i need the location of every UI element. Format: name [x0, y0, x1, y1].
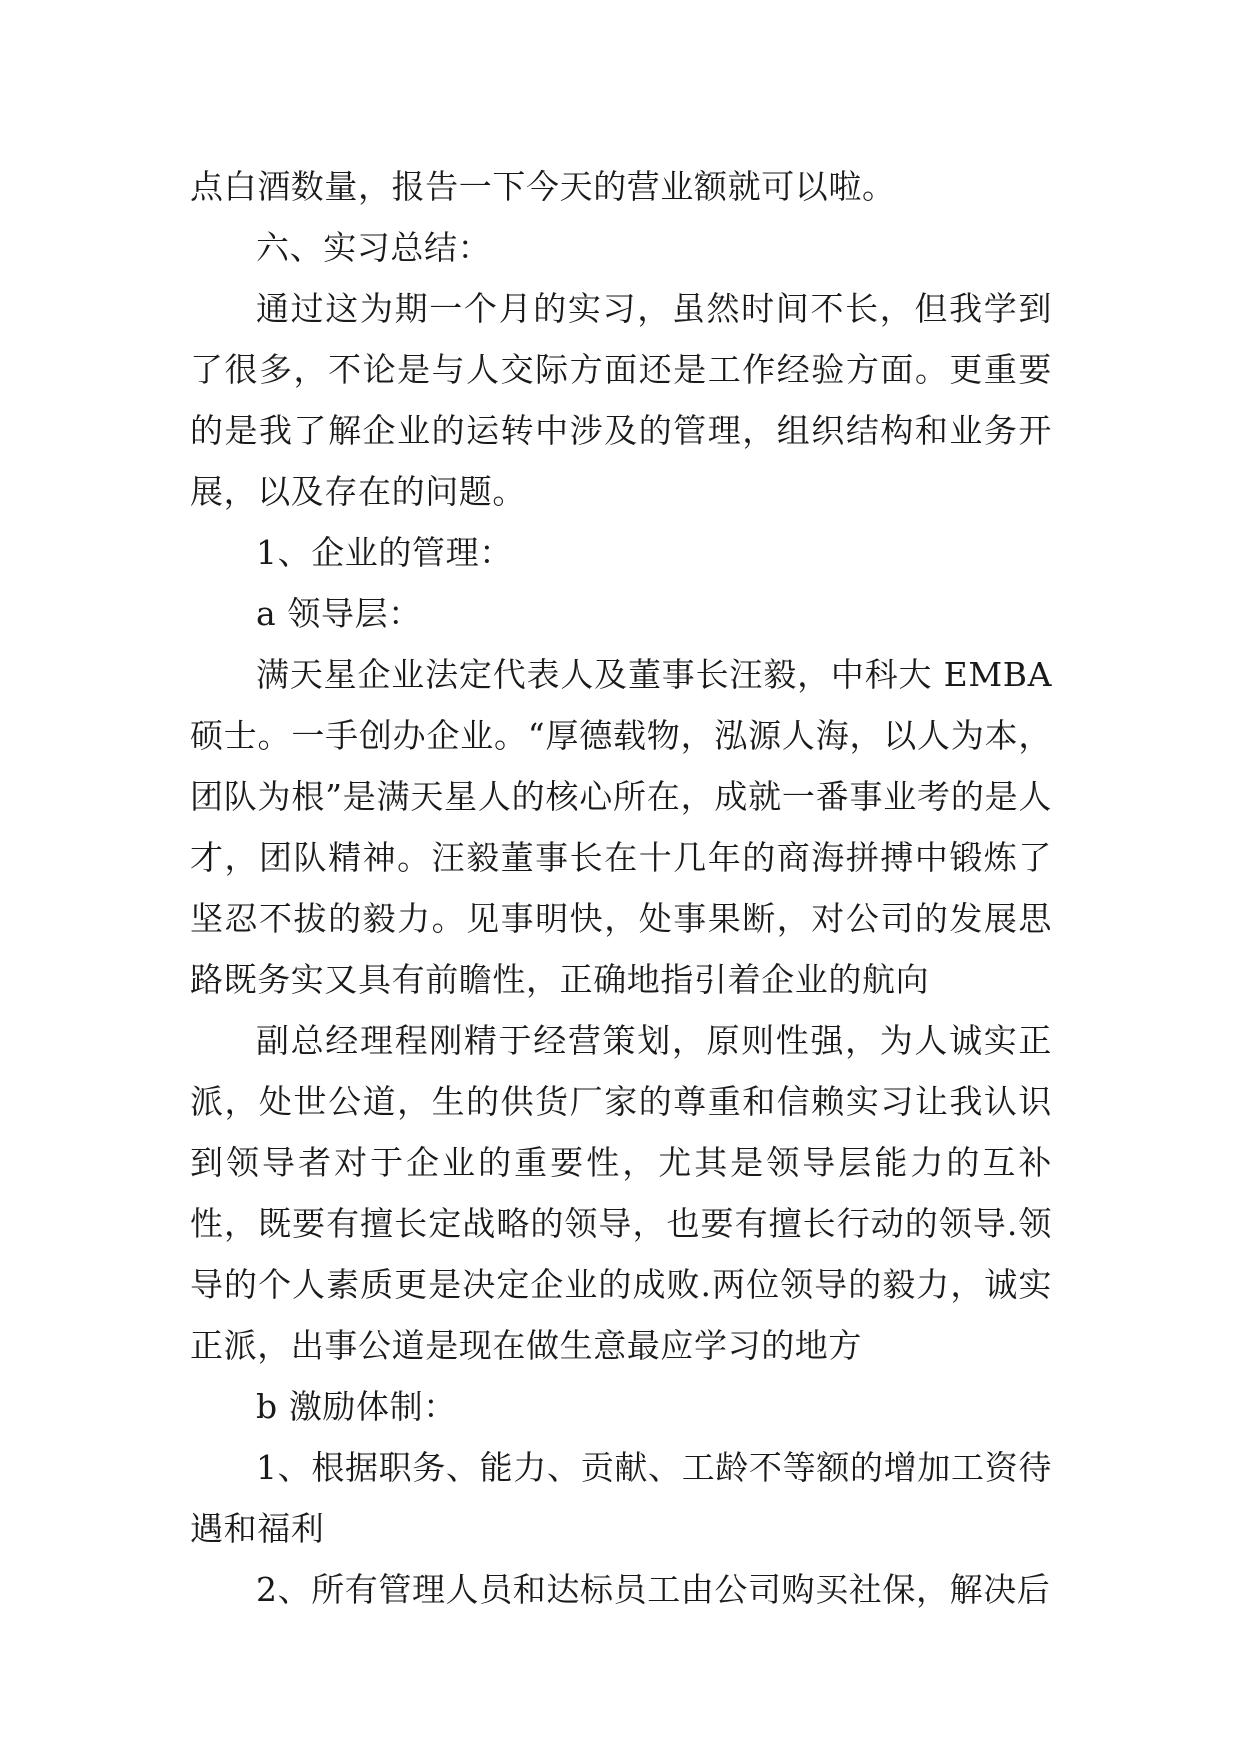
subheading-management: 1、企业的管理： — [256, 533, 513, 572]
list-item-2: 2、所有管理人员和达标员工由公司购买社保，解决后 — [256, 1570, 1051, 1609]
paragraph-2: 通过这为期一个月的实习，虽然时间不长，但我学到了很多，不论是与人交际方面还是工作经验方面。更重要的是我了解企业的运转中涉及的管理，组织结构和业务开展，以及存在的问题。 — [190, 289, 1052, 511]
subheading-incentives: b 激励体制： — [256, 1387, 457, 1426]
document-body — [190, 156, 1052, 1620]
paragraph-1: 点白酒数量，报告一下今天的营业额就可以啦。 — [190, 167, 896, 206]
list-item-1: 1、根据职务、能力、贡献、工龄不等额的增加工资待遇和福利 — [190, 1448, 1052, 1548]
paragraph-3: 满天星企业法定代表人及董事长汪毅，中科大 EMBA 硕士。一手创办企业。“厚德载物，泓源人海，以人为本，团队为根”是满天星人的核心所在，成就一番事业考的是人才，团队精神。汪毅董事长在十几年的商海拼搏中锻炼了坚忍不拔的毅力。见事明快，处事果断，对公司的发展思路既务实又具有前瞻性，正确地指引着企业的航向 — [190, 655, 1052, 999]
subheading-leadership: a 领导层： — [256, 594, 422, 633]
section-heading-summary: 六、实习总结： — [256, 228, 492, 267]
paragraph-4: 副总经理程刚精于经营策划，原则性强，为人诚实正派，处世公道，生的供货厂家的尊重和信赖实习让我认识到领导者对于企业的重要性，尤其是领导层能力的互补性，既要有擅长定战略的领导，也要有擅长行动的领导.领导的个人素质更是决定企业的成败.两位领导的毅力，诚实正派，出事公道是现在做生意最应学习的地方 — [190, 1021, 1052, 1365]
